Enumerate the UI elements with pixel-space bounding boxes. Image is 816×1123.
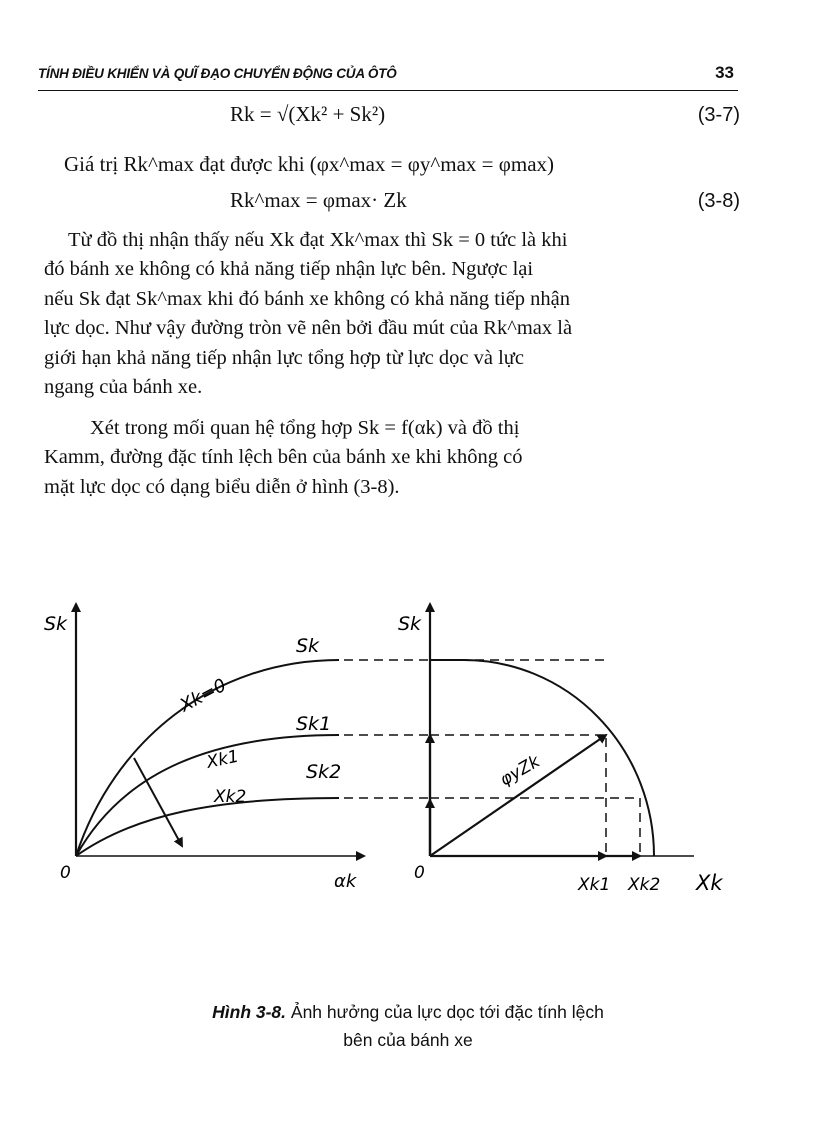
equation-body: Rk^max = φmax· Zk xyxy=(230,188,407,212)
resultant-vector xyxy=(430,735,606,856)
x-tick-label: Xk2 xyxy=(628,875,661,895)
right-origin-label: 0 xyxy=(414,863,425,883)
equation-condition xyxy=(40,152,740,186)
caption-line-2: bên của bánh xe xyxy=(343,1030,473,1050)
curve-label: Sk xyxy=(296,635,320,657)
increase-arrow xyxy=(134,758,182,846)
header-title: TÍNH ĐIỀU KHIỂN VÀ QUĨ ĐẠO CHUYỂN ĐỘNG CỦA ÔTÔ xyxy=(38,66,397,81)
equation-3-8 xyxy=(40,188,740,222)
equation-number: (3-7) xyxy=(697,104,740,126)
curve-label: Sk2 xyxy=(306,761,342,783)
text-line: mặt lực dọc có dạng biểu diễn ở hình (3-8). xyxy=(44,475,400,498)
x-tick-label: Xk1 xyxy=(578,875,611,895)
figure-svg xyxy=(34,590,754,920)
curve-param-label: Xk2 xyxy=(214,787,247,807)
curve-param-label: Xk=0 xyxy=(176,674,230,717)
right-x-axis-label: Xk xyxy=(696,871,723,895)
left-y-axis-label: Sk xyxy=(44,613,68,635)
text-line: Xét trong mối quan hệ tổng hợp Sk = f(αk) và đồ thị xyxy=(90,417,520,439)
figure-3-8 xyxy=(34,590,754,920)
caption-line-1: Ảnh hưởng của lực dọc tới đặc tính lệch xyxy=(290,1002,604,1022)
text-line: ngang của bánh xe. xyxy=(44,376,203,399)
figure-caption-line-2 xyxy=(0,1030,816,1051)
text-line: lực dọc. Như vậy đường tròn vẽ nên bởi đầu mút của Rk^max là xyxy=(44,317,573,340)
curve-param-label: Xk1 xyxy=(204,746,241,773)
condition-text: Giá trị Rk^max đạt được khi (φx^max = φy^max = φmax) xyxy=(64,152,555,176)
text-line: đó bánh xe không có khả năng tiếp nhận lực bên. Ngược lại xyxy=(44,258,534,281)
page-number: 33 xyxy=(715,63,734,82)
paragraph-1 xyxy=(44,226,738,402)
friction-circle xyxy=(430,660,654,856)
paragraph-2 xyxy=(44,414,738,502)
equation-body: Rk = √(Xk² + Sk²) xyxy=(230,102,386,126)
text-line: Từ đồ thị nhận thấy nếu Xk đạt Xk^max thì Sk = 0 tức là khi xyxy=(68,229,568,251)
left-origin-label: 0 xyxy=(60,863,71,883)
curve-xk2 xyxy=(76,798,339,856)
running-header xyxy=(38,60,738,91)
text-line: Kamm, đường đặc tính lệch bên của bánh xe khi không có xyxy=(44,446,523,469)
caption-label: Hình 3-8. xyxy=(212,1002,287,1022)
left-x-axis-label: αk xyxy=(334,871,357,892)
right-y-axis-label: Sk xyxy=(398,613,422,635)
vector-label: φyZk xyxy=(496,751,544,791)
text-line: nếu Sk đạt Sk^max khi đó bánh xe không có khả năng tiếp nhận xyxy=(44,287,571,310)
equation-number: (3-8) xyxy=(697,190,740,212)
figure-caption xyxy=(0,1002,816,1023)
text-line: giới hạn khả năng tiếp nhận lực tổng hợp từ lực dọc và lực xyxy=(44,346,524,369)
curve-label: Sk1 xyxy=(296,713,332,735)
equation-3-7 xyxy=(40,102,740,136)
